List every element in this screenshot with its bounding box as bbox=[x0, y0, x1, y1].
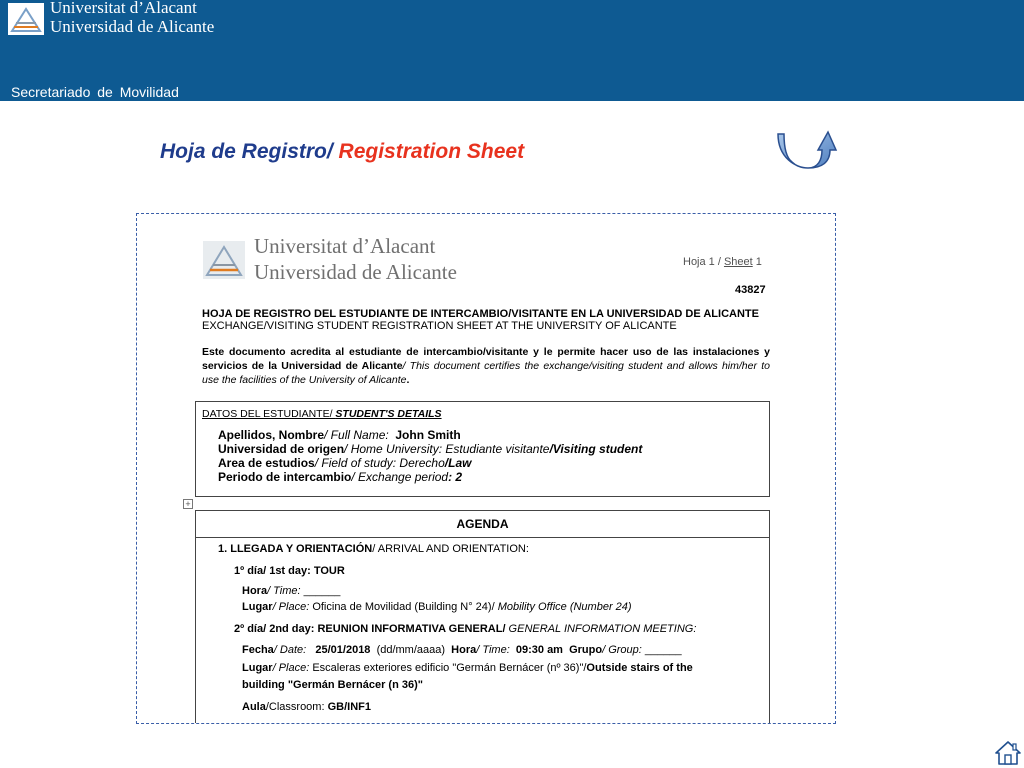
document-university-logo-icon bbox=[203, 241, 245, 279]
curved-arrow-back-icon[interactable] bbox=[774, 128, 838, 170]
home-icon[interactable] bbox=[994, 740, 1022, 766]
document-number: 43827 bbox=[735, 284, 766, 296]
table-move-handle-icon: + bbox=[183, 499, 193, 509]
student-details-heading: DATOS DEL ESTUDIANTE/ STUDENT'S DETAILS bbox=[202, 408, 442, 420]
home-university-line: Universidad de origen/ Home University: Estudiante visitante/Visiting student bbox=[218, 442, 643, 456]
agenda-heading: AGENDA bbox=[195, 510, 770, 538]
agenda-day1: 1º día/ 1st day: TOUR bbox=[234, 565, 345, 577]
page-title bbox=[160, 140, 524, 164]
agenda-classroom: Aula/Classroom: GB/INF1 bbox=[242, 701, 371, 713]
agenda-day2: 2º día/ 2nd day: REUNION INFORMATIVA GENERAL/ GENERAL INFORMATION MEETING: bbox=[234, 623, 697, 635]
agenda-day2-place-cont: building "Germán Bernácer (n 36)" bbox=[242, 679, 423, 691]
document-university-es: Universidad de Alicante bbox=[254, 260, 457, 284]
department-name: Secretariado de Movilidad bbox=[11, 84, 179, 100]
student-details-box bbox=[195, 401, 770, 497]
university-logo-icon bbox=[8, 3, 44, 35]
student-name-line: Apellidos, Nombre/ Full Name: John Smith bbox=[218, 428, 461, 442]
document-description: Este documento acredita al estudiante de intercambio/visitante y le permite hacer uso de las instalaciones y servicios de la Universidad de Alicante/ This document certifies the exchange/visiting student and allows him/her to use the facilities of the University of Alicante. bbox=[202, 346, 770, 386]
title-spanish: Hoja de Registro/ bbox=[160, 140, 333, 163]
document-heading-en: EXCHANGE/VISITING STUDENT REGISTRATION SHEET AT THE UNIVERSITY OF ALICANTE bbox=[202, 320, 677, 332]
agenda-day2-datetime: Fecha/ Date: 25/01/2018 (dd/mm/aaaa) Hora/ Time: 09:30 am Grupo/ Group: ______ bbox=[242, 644, 682, 656]
document-heading-es: HOJA DE REGISTRO DEL ESTUDIANTE DE INTERCAMBIO/VISITANTE EN LA UNIVERSIDAD DE ALICANTE bbox=[202, 308, 759, 320]
document-university-ca: Universitat d’Alacant bbox=[254, 234, 436, 258]
sheet-number: Hoja 1 / Sheet 1 bbox=[683, 256, 762, 268]
university-name-es: Universidad de Alicante bbox=[50, 17, 215, 36]
registration-sheet-image bbox=[136, 213, 836, 724]
header-band bbox=[0, 0, 1024, 101]
title-english: Registration Sheet bbox=[332, 140, 525, 163]
agenda-section-arrival: 1. LLEGADA Y ORIENTACIÓN/ ARRIVAL AND ORIENTATION: bbox=[218, 543, 529, 555]
agenda-day1-time: Hora/ Time: ______ bbox=[242, 585, 341, 597]
agenda-day2-place: Lugar/ Place: Escaleras exteriores edificio "Germán Bernácer (nº 36)"/Outside stairs of the bbox=[242, 662, 693, 674]
agenda-body bbox=[195, 537, 770, 724]
field-of-study-line: Area de estudios/ Field of study: Derecho/Law bbox=[218, 456, 472, 470]
agenda-day1-place: Lugar/ Place: Oficina de Movilidad (Building N° 24)/ Mobility Office (Number 24) bbox=[242, 601, 632, 613]
exchange-period-line: Periodo de intercambio/ Exchange period: 2 bbox=[218, 470, 463, 484]
university-name-ca: Universitat d’Alacant bbox=[50, 0, 197, 17]
